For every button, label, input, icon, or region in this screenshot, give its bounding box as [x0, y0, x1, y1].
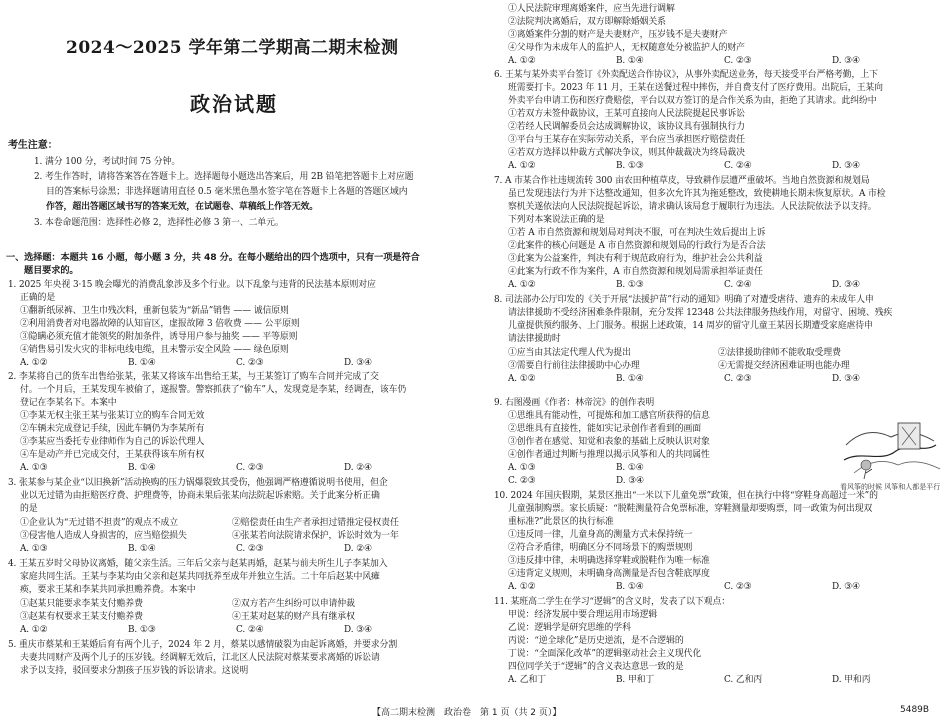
q10-option-3: ③违反排中律，未明确选择穿鞋或脱鞋作为唯一标准: [508, 556, 710, 566]
section-heading: 一、选择题：本题共 16 小题，每小题 3 分，共 48 分。在每小题给出的四个选项中，只有一项是符合: [6, 252, 420, 263]
q10-option-1: ①违反同一律，儿童身高的测量方式未保持统一: [508, 530, 693, 540]
exam-title: 2024～2025 学年第二学期高二期末检测: [66, 38, 399, 58]
q9-stem: 9. 右图漫画《作者：林帝浣》的创作表明: [494, 398, 655, 408]
q7-stem-4: 下列对本案说法正确的是: [508, 215, 605, 225]
notice-heading: 考生注意：: [8, 140, 58, 151]
q3-choice-d: D. ②④: [344, 544, 372, 554]
q7-stem: 7. A 市某合作社违规流转 300 亩农田种植草皮，导致耕作层遭严重破坏。当地自然资源和规划局: [494, 176, 870, 186]
section-heading-2: 题目要求的。: [24, 265, 79, 276]
q4-option-4: ④王某对赵某的财产具有继承权: [232, 612, 355, 622]
q4-stem-3: 痪，要求王某和李某共同承担赡养费。本案中: [20, 585, 196, 595]
notice-item-3: 3. 本卷命题范围：选择性必修 2，选择性必修 3 第一、二单元。: [34, 218, 284, 228]
q6-stem-3: 外卖平台申请工伤和医疗费赔偿，平台以双方签订的是合作关系为由，拒绝了其请求。此纠纷中: [508, 96, 877, 106]
notice-item-2c: 作答，超出答题区域书写的答案无效，在试题卷、草稿纸上作答无效。: [46, 202, 319, 212]
q3-option-1: ①企业认为“无过错不担责”的观点不成立: [20, 518, 179, 528]
q3-option-2: ②赔偿责任由生产者承担过错推定侵权责任: [232, 518, 399, 528]
cartoon-caption: 看风筝的时候 风筝和人都是平行: [840, 483, 941, 491]
q11-choice-a: A. 乙和丁: [508, 675, 547, 685]
q1-option-2: ②利用消费者对电器故障的认知盲区，虚报故障 3 倍收费 —— 公平原则: [20, 319, 300, 329]
q3-stem-3: 的是: [20, 504, 38, 514]
q1-choice-d: D. ③④: [344, 358, 372, 368]
q11-line-jia: 甲说：经济发展中要合理运用市场逻辑: [508, 610, 658, 620]
q9-option-2: ②思维具有直接性，能如实记录创作者看到的画面: [508, 424, 702, 434]
q11-question: 四位同学关于“逻辑”的含义表达意思一致的是: [508, 662, 684, 672]
q9-choice-c: C. ②③: [508, 476, 536, 486]
subject-title: 政治试题: [190, 92, 278, 116]
q7-option-4: ④此案为行政不作为案件，A 市自然资源和规划局需承担举证责任: [508, 267, 763, 277]
q11-choice-c: C. 乙和丙: [724, 675, 763, 685]
kite-cartoon-image: [836, 415, 946, 497]
q1-option-3: ③隐瞒必须充值才能领奖的附加条件，诱导用户参与抽奖 —— 平等原则: [20, 332, 298, 342]
q1-stem: 1. 2025 年央视 3·15 晚会曝光的消费乱象涉及多个行业。以下乱象与违背的民法基本原则对应: [8, 280, 376, 290]
q10-choice-a: A. ①②: [508, 582, 536, 592]
q7-stem-3: 察机关遂依法向人民法院提起诉讼，请求确认该局怠于履职行为违法。人民法院依法予以支持。: [508, 202, 877, 212]
q2-choice-d: D. ②④: [344, 463, 372, 473]
q8-option-4: ④无需提交经济困难证明也能办理: [718, 361, 850, 371]
q1-option-1: ①翻新纸尿裤、卫生巾残次料，重新包装为“新品”销售 —— 诚信原则: [20, 306, 289, 316]
q9-option-4: ④创作者通过判断与推理以揭示风筝和人的共同属性: [508, 450, 710, 460]
q6-option-3: ③平台与王某存在实际劳动关系，平台应当承担医疗赔偿责任: [508, 135, 745, 145]
q9-choice-a: A. ①③: [508, 463, 536, 473]
q4-option-3: ③赵某有权要求王某支付赡养费: [20, 612, 143, 622]
q5-stem-3: 求予以支持，驳回要求分割孩子压岁钱的诉讼请求。这说明: [20, 666, 249, 676]
q8-option-1: ①应当由其法定代理人代为提出: [508, 348, 631, 358]
q1-choice-a: A. ①②: [20, 358, 48, 368]
q2-choice-c: C. ②③: [236, 463, 264, 473]
q9-option-1: ①思维具有能动性，可提炼和加工感官所获得的信息: [508, 411, 710, 421]
q3-choice-b: B. ①④: [128, 544, 156, 554]
q4-option-2: ②双方若产生纠纷可以申请仲裁: [232, 599, 355, 609]
notice-item-2b: 目的答案标号涂黑；非选择题请用直径 0.5 毫米黑色墨水签字笔在答题卡上各题的答题区域内: [46, 187, 408, 197]
q6-choice-c: C. ②④: [724, 161, 752, 171]
paper-code: 5489B: [900, 705, 930, 715]
q7-choice-a: A. ①②: [508, 280, 536, 290]
notice-item-1: 1. 满分 100 分，考试时间 75 分钟。: [34, 157, 181, 167]
q7-choice-d: D. ③④: [832, 280, 860, 290]
q10-stem: 10. 2024 年国庆假期，某景区推出“一米以下儿童免票”政策，但在执行中将“穿鞋身高超过一米”的: [494, 491, 878, 501]
q3-option-3: ③侵害他人造成人身损害的，应当赔偿损失: [20, 531, 187, 541]
q3-choice-a: A. ①③: [20, 544, 48, 554]
q10-choice-b: B. ①④: [616, 582, 644, 592]
q5-choice-a: A. ①②: [508, 56, 536, 66]
q1-stem-2: 正确的是: [20, 293, 56, 303]
q10-option-2: ②符合矛盾律，明确区分不同场景下的购票规则: [508, 543, 693, 553]
q6-stem-2: 班需要打卡。2023 年 11 月，王某在送餐过程中摔伤，并自费支付了医疗费用。出院后，王某向: [508, 83, 883, 93]
q8-stem-2: 请法律援助不受经济困难条件限制，充分发挥 12348 公共法律服务热线作用，对留守、困境、残疾: [508, 308, 893, 318]
q5-choice-d: D. ③④: [832, 56, 860, 66]
q2-choice-a: A. ①③: [20, 463, 48, 473]
q1-choice-b: B. ①④: [128, 358, 156, 368]
q2-option-4: ④车是动产并已完成交付，王某获得该车所有权: [20, 450, 205, 460]
q4-choice-c: C. ②④: [236, 625, 264, 635]
q11-choice-d: D. 甲和丙: [832, 675, 871, 685]
q10-stem-2: 儿童强制购票。家长质疑：“脱鞋测量符合免票标准，穿鞋测量却要购票，同一政策为何出现双: [508, 504, 873, 514]
q6-choice-d: D. ③④: [832, 161, 860, 171]
q2-stem-2: 付。一个月后，王某发现车被偷了，遂报警。警察抓获了“偷车”人，发现竟是李某，经调查，该车仍: [20, 385, 407, 395]
q4-option-1: ①赵某只能要求李某支付赡养费: [20, 599, 143, 609]
q4-choice-a: A. ①②: [20, 625, 48, 635]
q8-stem-3: 儿童提供预约服务、上门服务。根据上述政策，14 周岁的留守儿童王某因长期遭受家庭虐待申: [508, 321, 873, 331]
q11-line-yi: 乙说：逻辑学是研究思维的学科: [508, 623, 631, 633]
q6-option-1: ①若双方未签仲裁协议，王某可直接向人民法院提起民事诉讼: [508, 109, 745, 119]
q2-option-3: ③李某应当委托专业律师作为自己的诉讼代理人: [20, 437, 205, 447]
q6-option-4: ④若双方选择以仲裁方式解决争议，则其仲裁裁决为终局裁决: [508, 148, 745, 158]
q10-choice-c: C. ②③: [724, 582, 752, 592]
q5-option-2: ②法院判决离婚后，双方即解除婚姻关系: [508, 17, 666, 27]
q2-option-1: ①李某无权主张王某与张某订立的购车合同无效: [20, 411, 205, 421]
q7-stem-2: 虽已发现违法行为并下达整改通知，但多次允许其为拖延整改，致使耕地长期未恢复原状。A 市检: [508, 189, 886, 199]
q3-option-4: ④张某若向法院请求保护，诉讼时效为一年: [232, 531, 399, 541]
q8-option-2: ②法律援助律师不能收取受理费: [718, 348, 841, 358]
q6-choice-b: B. ①③: [616, 161, 644, 171]
q11-choice-b: B. 甲和丁: [616, 675, 655, 685]
q9-option-3: ③创作者在感觉、知觉和表象的基础上反映认识对象: [508, 437, 710, 447]
q8-stem: 8. 司法部办公厅印发的《关于开展“法援护苗”行动的通知》明确了对遭受虐待、遗弃的未成年人申: [494, 295, 874, 305]
q11-stem: 11. 某班高二学生在学习“逻辑”的含义时，发表了以下观点：: [494, 597, 731, 607]
q3-stem: 3. 张某参与某企业“以旧换新”活动换购的压力锅爆裂致其受伤，他强调严格遵循说明书使用，但企: [8, 478, 388, 488]
q2-stem: 2. 李某将自己的货车出售给张某，张某又将该车出售给王某，与王某签订了购车合同并完成了交: [8, 372, 379, 382]
q6-option-2: ②若经人民调解委员会达成调解协议，该协议具有强制执行力: [508, 122, 745, 132]
q5-option-4: ④父母作为未成年人的监护人，无权随意处分被监护人的财产: [508, 43, 745, 53]
q3-choice-c: C. ②③: [236, 544, 264, 554]
q7-option-2: ②此案件的核心问题是 A 市自然资源和规划局的行政行为是否合法: [508, 241, 766, 251]
q11-line-bing: 丙说：“逆全球化”是历史逆流，是不合逻辑的: [508, 636, 684, 646]
q5-stem-2: 夫妻共同财产及两个儿子的压岁钱。经调解无效后，江北区人民法院对蔡某要求离婚的诉讼请: [20, 653, 380, 663]
q4-stem-2: 家庭共同生活。王某与李某均由父亲和赵某共同抚养至成年并独立生活。二十年后赵某中风瘫: [20, 572, 380, 582]
q4-choice-d: D. ③④: [344, 625, 372, 635]
q5-stem: 5. 重庆市蔡某和王某婚后育有两个儿子，2024 年 2 月，蔡某以感情破裂为由起诉离婚，并要求分割: [8, 640, 398, 650]
q9-choice-d: D. ③④: [616, 476, 644, 486]
q1-choice-c: C. ②③: [236, 358, 264, 368]
q3-stem-2: 业以无过错为由拒赔医疗费、护理费等，协商未果后张某向法院起诉索赔。关于此案分析正确: [20, 491, 380, 501]
q4-stem: 4. 王某五岁时父母协议离婚，随父亲生活。三年后父亲与赵某再婚，赵某与前夫所生儿子李某加入: [8, 559, 388, 569]
q10-choice-d: D. ③④: [832, 582, 860, 592]
q8-option-3: ③需要自行前往法律援助中心办理: [508, 361, 640, 371]
q2-option-2: ②车辆未完成登记手续，因此车辆仍为李某所有: [20, 424, 205, 434]
q6-stem: 6. 王某与某外卖平台签订《外卖配送合作协议》，从事外卖配送业务，每天接受平台严格考勤，上下: [494, 70, 878, 80]
q2-stem-3: 登记在李某名下。本案中: [20, 398, 117, 408]
q8-stem-4: 请法律援助时: [508, 334, 561, 344]
q5-option-1: ①人民法院审理离婚案件，应当先进行调解: [508, 4, 675, 14]
q10-option-4: ④违背定义规则，未明确身高测量是否包含鞋底厚度: [508, 569, 710, 579]
q7-choice-b: B. ①③: [616, 280, 644, 290]
q8-choice-b: B. ①④: [616, 374, 644, 384]
q7-choice-c: C. ②④: [724, 280, 752, 290]
q6-choice-a: A. ①②: [508, 161, 536, 171]
q8-choice-c: C. ②③: [724, 374, 752, 384]
page-footer: 【高二期末检测 政治卷 第 1 页（共 2 页）】: [372, 708, 562, 718]
q5-choice-c: C. ②③: [724, 56, 752, 66]
q8-choice-a: A. ①②: [508, 374, 536, 384]
q5-option-3: ③离婚案件分割的财产是夫妻财产，压岁钱不是夫妻财产: [508, 30, 728, 40]
q11-line-ding: 丁说：“全面深化改革”的逻辑驱动社会主义现代化: [508, 649, 702, 659]
q7-option-1: ①若 A 市自然资源和规划局对判决不服，可在判决生效后提出上诉: [508, 228, 766, 238]
q8-choice-d: D. ③④: [832, 374, 860, 384]
q1-option-4: ④销售易引发火灾的非标电线电缆，且未警示安全风险 —— 绿色原则: [20, 345, 289, 355]
right-column: [486, 0, 950, 724]
q7-option-3: ③此案为公益案件，判决有利于规范政府行为，维护社会公共利益: [508, 254, 763, 264]
q10-stem-3: 重标准?”此景区的执行标准: [508, 517, 614, 527]
q2-choice-b: B. ①④: [128, 463, 156, 473]
notice-item-2: 2. 考生作答时，请将答案答在答题卡上。选择题每小题选出答案后，用 2B 铅笔把答题卡上对应题: [34, 172, 414, 182]
q4-choice-b: B. ①③: [128, 625, 156, 635]
q5-choice-b: B. ①④: [616, 56, 644, 66]
q9-choice-b: B. ①④: [616, 463, 644, 473]
